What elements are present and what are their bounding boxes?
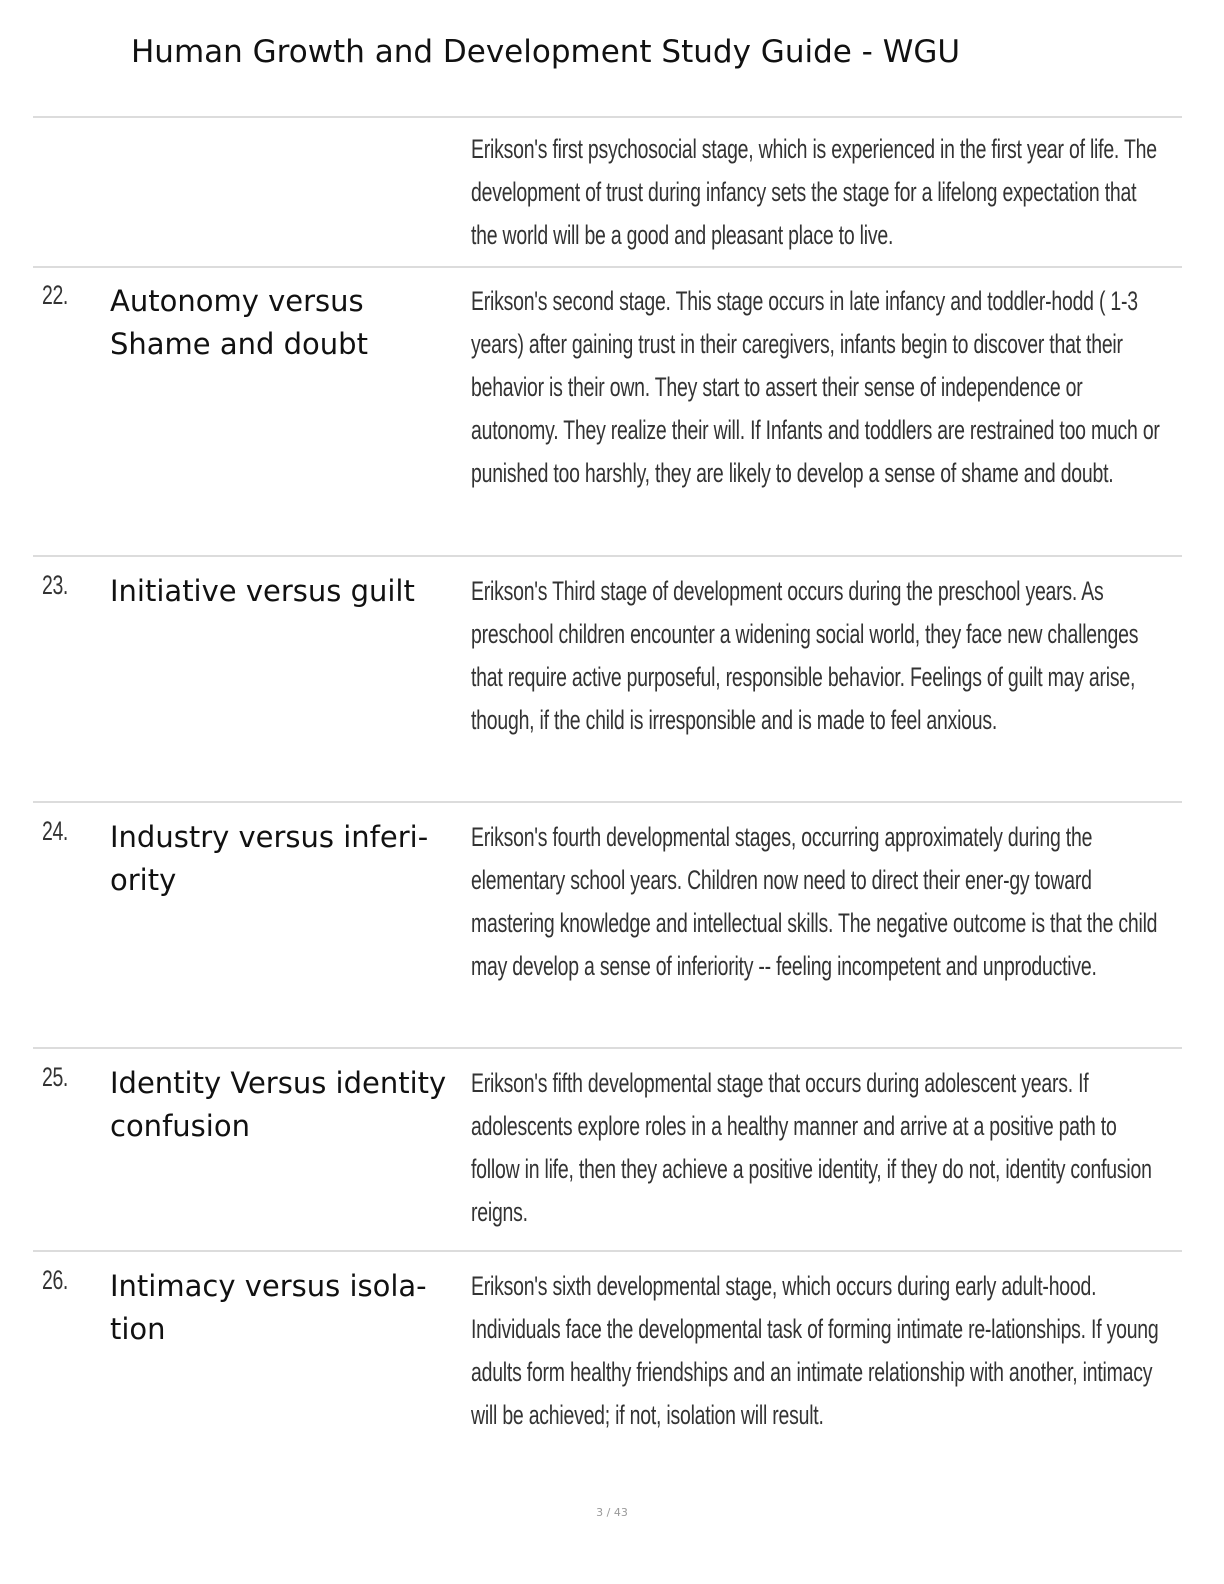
entry-term: Industry versus inferi-ority [110,820,429,897]
entry-definition: Erikson's fifth developmental stage that occurs during adolescent years. If adolescents explore roles in a healthy manner and arrive at a positive path to follow in life, then they achieve a positive identity, if they do not, identity confusion reigns. [471,1068,1152,1227]
entry-term: Intimacy versus isola-tion [110,1269,427,1346]
entry-definition: Erikson's second stage. This stage occurs in late infancy and toddler-hodd ( 1-3 years) after gaining trust in their caregivers, infants begin to discover that their behavior is their own. They start to assert their sense of independence or autonomy. They realize their will. If Infants and toddlers are restrained too much or punished too harshly, they are likely to develop a sense of shame and doubt. [471,286,1160,488]
entry-definition: Erikson's first psychosocial stage, which is experienced in the first year of life. The development of trust during infancy sets the stage for a lifelong expectation that the world will be a good and pleasant place to live. [471,134,1157,250]
entry-number: 25. [42,1062,68,1092]
divider [33,555,1182,557]
page-title: Human Growth and Development Study Guide - WGU [131,34,961,70]
divider [33,1250,1182,1252]
entry-number: 24. [42,816,68,846]
divider [33,801,1182,803]
glossary-row [33,270,1182,554]
entry-definition: Erikson's Third stage of development occurs during the preschool years. As preschool children encounter a widening social world, they face new challenges that require active purposeful, responsible behavior. Feelings of guilt may arise, though, if the child is irresponsible and is made to feel anxious. [471,576,1139,735]
entry-term: Identity Versus identity confusion [110,1066,447,1143]
entry-number: 26. [42,1265,68,1295]
entry-number: 23. [42,570,68,600]
entry-definition: Erikson's sixth developmental stage, which occurs during early adult-hood. Individuals face the developmental task of forming intimate re-lationships. If young adults form healthy friendships and an intimate relationship with another, intimacy will be achieved; if not, isolation will result. [471,1271,1159,1430]
glossary-row [33,560,1182,800]
glossary-row [33,1052,1182,1250]
divider [33,1047,1182,1049]
glossary-row [33,806,1182,1046]
glossary-row [33,1255,1182,1485]
entry-number: 22. [42,280,68,310]
entry-definition: Erikson's fourth developmental stages, occurring approximately during the elementary school years. Children now need to direct their ener-gy toward mastering knowledge and intellectual skills. The negative outcome is that the child may develop a sense of inferiority -- feeling incompetent and unproductive. [471,822,1158,981]
glossary-row [33,118,1182,266]
divider [33,266,1182,268]
entry-term: Autonomy versus Shame and doubt [110,284,368,361]
page-indicator: 3 / 43 [596,1506,628,1519]
entry-term: Initiative versus guilt [110,574,415,608]
